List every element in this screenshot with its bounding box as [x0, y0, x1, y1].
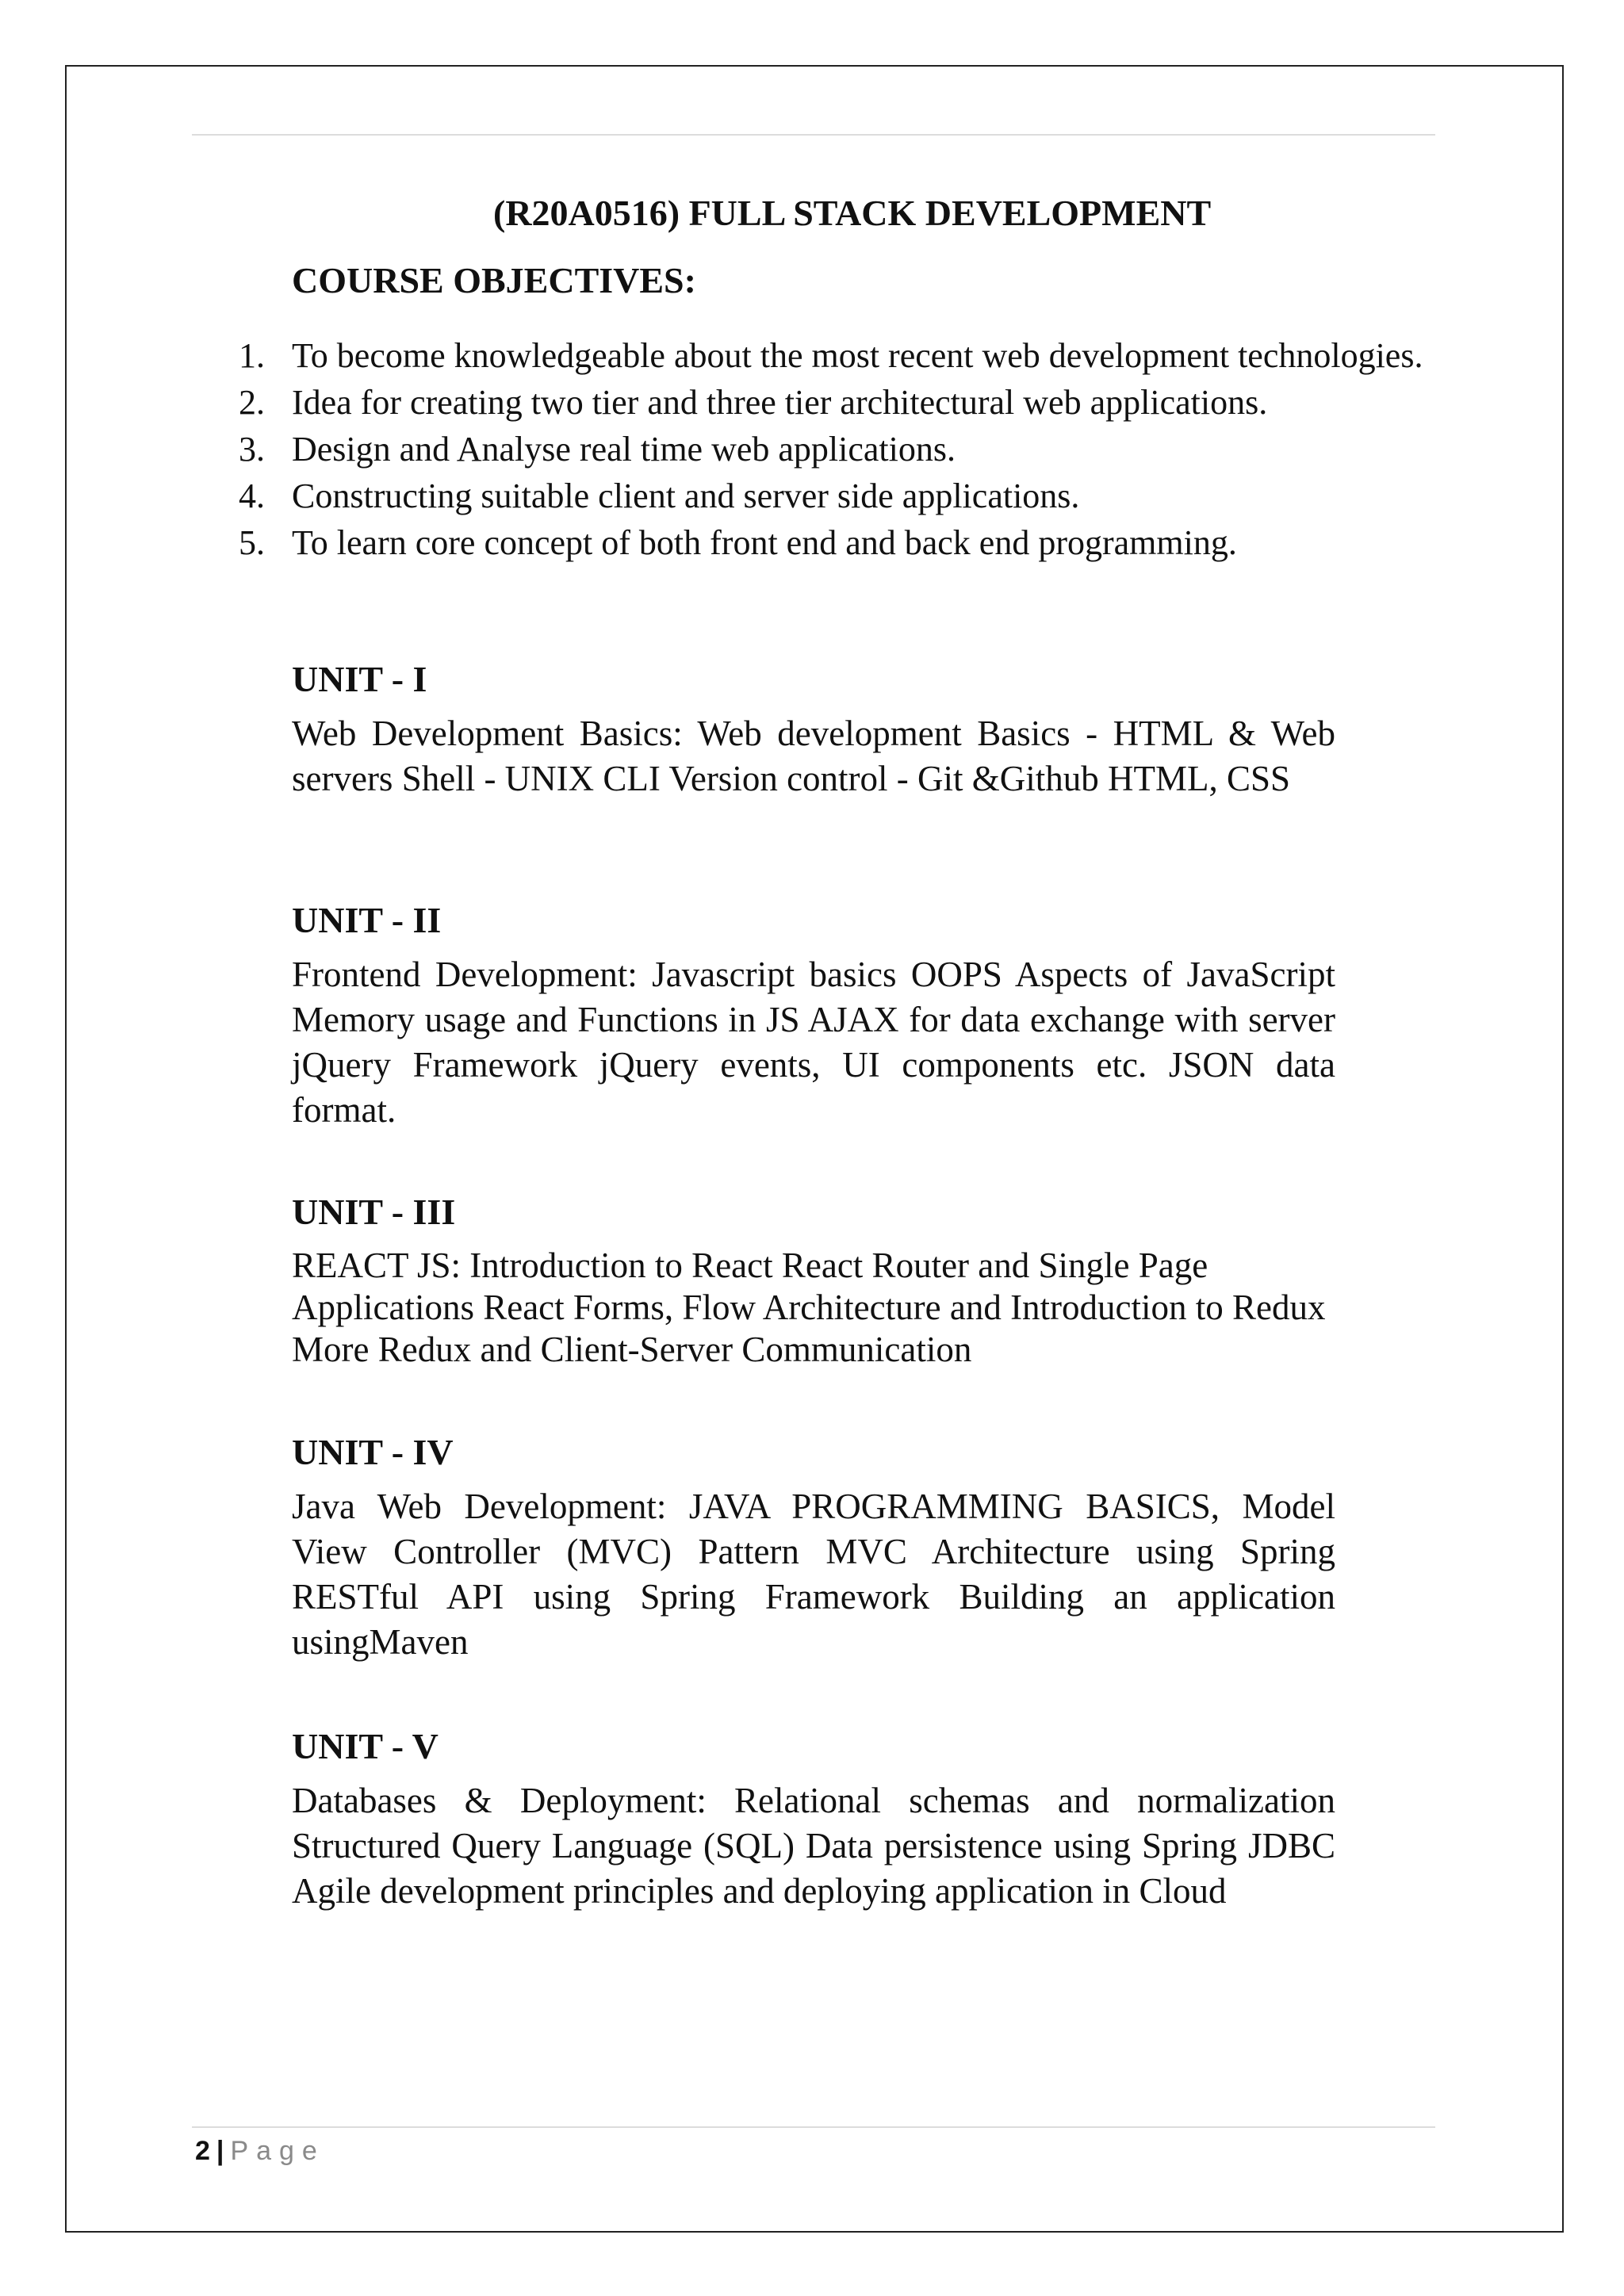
objective-item	[206, 520, 1427, 565]
footer-separator: |	[216, 2136, 224, 2166]
header-rule	[192, 134, 1435, 136]
unit-1-body: Web Development Basics: Web development Basics - HTML & Web servers Shell - UNIX CLI Version control - Git &Github HTML, CSS	[292, 714, 1335, 798]
objective-number: 4.	[239, 476, 265, 515]
objectives-heading: COURSE OBJECTIVES:	[292, 260, 696, 300]
unit-3-body: REACT JS: Introduction to React React Router and Single Page Applications React Forms, Flow Architecture and Introduction to Redux More Redux and Client-Server Communication	[292, 1246, 1326, 1369]
unit-1-heading: UNIT - I	[292, 659, 427, 699]
objective-text: Idea for creating two tier and three tier architectural web applications.	[292, 383, 1268, 422]
page-label: Page	[230, 2136, 325, 2166]
objective-text: Design and Analyse real time web applications.	[292, 430, 956, 469]
footer-rule	[192, 2126, 1435, 2128]
objective-text: To learn core concept of both front end and back end programming.	[292, 523, 1237, 562]
unit-3-heading: UNIT - III	[292, 1192, 456, 1232]
unit-4-heading: UNIT - IV	[292, 1432, 454, 1472]
objective-number: 1.	[239, 336, 265, 375]
objectives-list	[206, 333, 1427, 567]
objective-item	[206, 333, 1427, 378]
unit-4-body: Java Web Development: JAVA PROGRAMMING BASICS, Model View Controller (MVC) Pattern MVC Architecture using Spring RESTful API using Spring Framework Building an application usingMaven	[292, 1487, 1335, 1662]
objective-text: Constructing suitable client and server side applications.	[292, 476, 1080, 515]
objective-item	[206, 427, 1427, 472]
unit-5-heading: UNIT - V	[292, 1726, 439, 1766]
course-title: (R20A0516) FULL STACK DEVELOPMENT	[493, 193, 1212, 233]
objective-number: 5.	[239, 523, 265, 562]
unit-5-body: Databases & Deployment: Relational schemas and normalization Structured Query Language (SQL) Data persistence using Spring JDBC Agile development principles and deploying application in Cloud	[292, 1781, 1335, 1911]
page-number: 2	[195, 2136, 210, 2166]
objective-item	[206, 473, 1427, 519]
page-footer	[195, 2136, 325, 2167]
unit-2-heading: UNIT - II	[292, 900, 442, 940]
objective-number: 3.	[239, 430, 265, 469]
objective-item	[206, 380, 1427, 425]
objective-number: 2.	[239, 383, 265, 422]
objective-text: To become knowledgeable about the most recent web development technologies.	[292, 336, 1423, 375]
unit-2-body: Frontend Development: Javascript basics OOPS Aspects of JavaScript Memory usage and Functions in JS AJAX for data exchange with server jQuery Framework jQuery events, UI components etc. JSON data format.	[292, 955, 1335, 1130]
